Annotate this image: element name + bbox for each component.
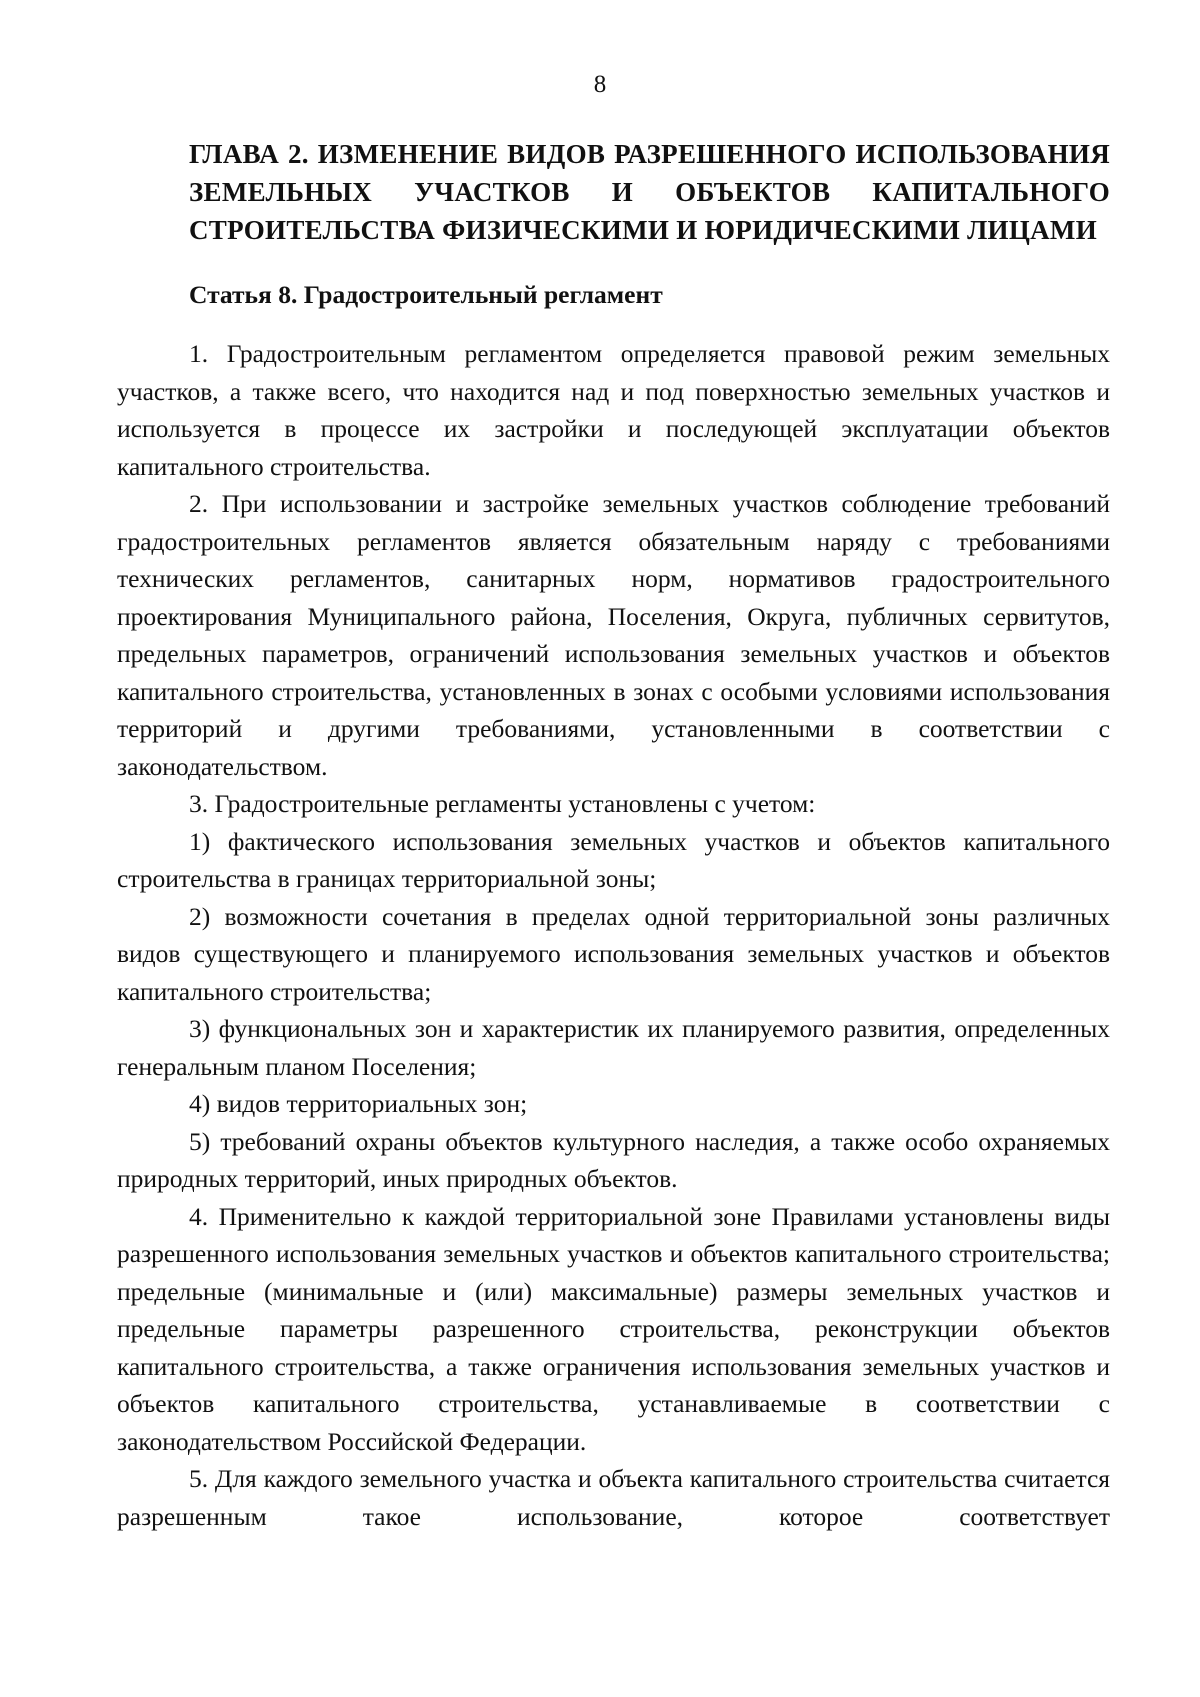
paragraph-2: 2. При использовании и застройке земельных участков соблюдение требований градостроительных регламентов является обязательным наряду с требованиями технических регламентов, санитарных норм, нормативов градостроительного проектирования Муниципального района, Поселения, Округа, публичных сервитутов, предельных параметров, ограничений использования земельных участков и объектов капитального строительства, установленных в зонах с особыми условиями использования территорий и другими требованиями, установленными в соответствии с законодательством.: [117, 489, 1110, 781]
document-body: [117, 135, 1110, 1535]
list-item-2: 2) возможности сочетания в пределах одной территориальной зоны различных видов существующего и планируемого использования земельных участков и объектов капитального строительства;: [117, 901, 1110, 1006]
list-item-4: 4) видов территориальных зон;: [189, 1089, 528, 1118]
list-item-5: 5) требований охраны объектов культурного наследия, а также особо охраняемых природных территорий, иных природных объектов.: [117, 1126, 1110, 1193]
article-heading: Статья 8. Градостроительный регламент: [189, 280, 663, 309]
chapter-heading: ГЛАВА 2. ИЗМЕНЕНИЕ ВИДОВ РАЗРЕШЕННОГО ИСПОЛЬЗОВАНИЯ ЗЕМЕЛЬНЫХ УЧАСТКОВ И ОБЪЕКТОВ КАПИТАЛЬНОГО СТРОИТЕЛЬСТВА ФИЗИЧЕСКИМИ И ЮРИДИЧЕСКИМИ ЛИЦАМИ: [189, 139, 1110, 245]
paragraph-3: 3. Градостроительные регламенты установлены с учетом:: [189, 789, 816, 818]
page-number: 8: [593, 71, 607, 98]
list-item-3: 3) функциональных зон и характеристик их планируемого развития, определенных генеральным планом Поселения;: [117, 1014, 1110, 1081]
paragraph-5: 5. Для каждого земельного участка и объекта капитального строительства считается разрешенным такое использование, которое соответствует: [117, 1464, 1110, 1531]
list-item-1: 1) фактического использования земельных участков и объектов капитального строительства в границах территориальной зоны;: [117, 826, 1110, 893]
paragraph-4: 4. Применительно к каждой территориальной зоне Правилами установлены виды разрешенного использования земельных участков и объектов капитального строительства; предельные (минимальные и (или) максимальные) размеры земельных участков и предельные параметры разрешенного строительства, реконструкции объектов капитального строительства, а также ограничения использования земельных участков и объектов капитального строительства, устанавливаемые в соответствии с законодательством Российской Федерации.: [117, 1201, 1110, 1456]
paragraph-1: 1. Градостроительным регламентом определяется правовой режим земельных участков, а также всего, что находится над и под поверхностью земельных участков и используется в процессе их застройки и последующей эксплуатации объектов капитального строительства.: [117, 339, 1110, 481]
